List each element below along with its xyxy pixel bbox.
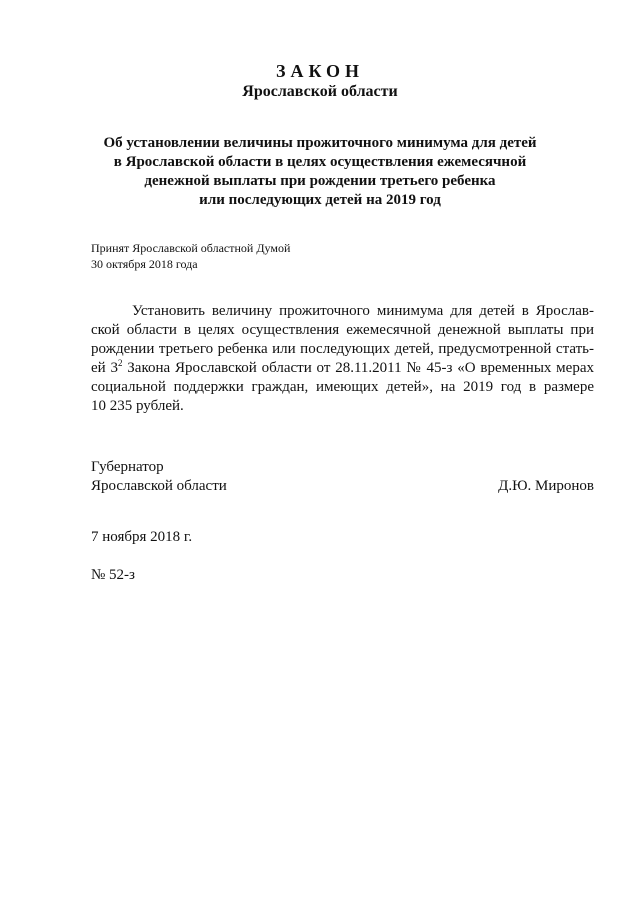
body-text-fragment: ей 3 <box>91 360 118 376</box>
adoption-note <box>91 240 290 272</box>
document-title: ЗАКОН <box>275 61 365 81</box>
signatory-position: Губернатор <box>91 459 164 475</box>
law-subject-line: денежной выплаты при рождении третьего ребенка <box>144 173 496 189</box>
signature-block <box>91 458 594 496</box>
adoption-date: 30 октября 2018 года <box>91 257 198 271</box>
body-line: 10 235 рублей. <box>91 398 184 414</box>
body-line: ской области в целях осуществления ежемесячной денежной выплаты при <box>91 322 594 338</box>
adoption-body: Принят Ярославской областной Думой <box>91 241 291 255</box>
article-superscript: 2 <box>117 358 123 368</box>
signatory-name: Д.Ю. Миронов <box>498 478 594 494</box>
law-subject-line: в Ярославской области в целях осуществления ежемесячной <box>113 154 527 170</box>
body-line-with-superscript <box>91 359 594 378</box>
law-subject-line: Об установлении величины прожиточного минимума для детей <box>103 135 537 151</box>
signature-row <box>91 458 594 477</box>
body-line: Установить величину прожиточного минимума для детей в Ярослав- <box>132 303 594 319</box>
signatory-region: Ярославской области <box>91 478 227 494</box>
signature-row <box>91 477 594 496</box>
law-subject <box>100 134 540 210</box>
body-text-fragment: Закона Ярославской области от 28.11.2011 № 45-з «О временных мерах <box>122 360 594 376</box>
law-body <box>91 302 594 416</box>
signing-date: 7 ноября 2018 г. <box>91 529 193 545</box>
body-line: социальной поддержки граждан, имеющих детей», на 2019 год в размере <box>91 379 594 395</box>
document-region: Ярославской области <box>242 83 398 100</box>
law-subject-line: или последующих детей на 2019 год <box>199 192 441 208</box>
law-number: № 52-з <box>91 567 135 583</box>
body-line: рождении третьего ребенка или последующих детей, предусмотренной стать- <box>91 341 594 357</box>
